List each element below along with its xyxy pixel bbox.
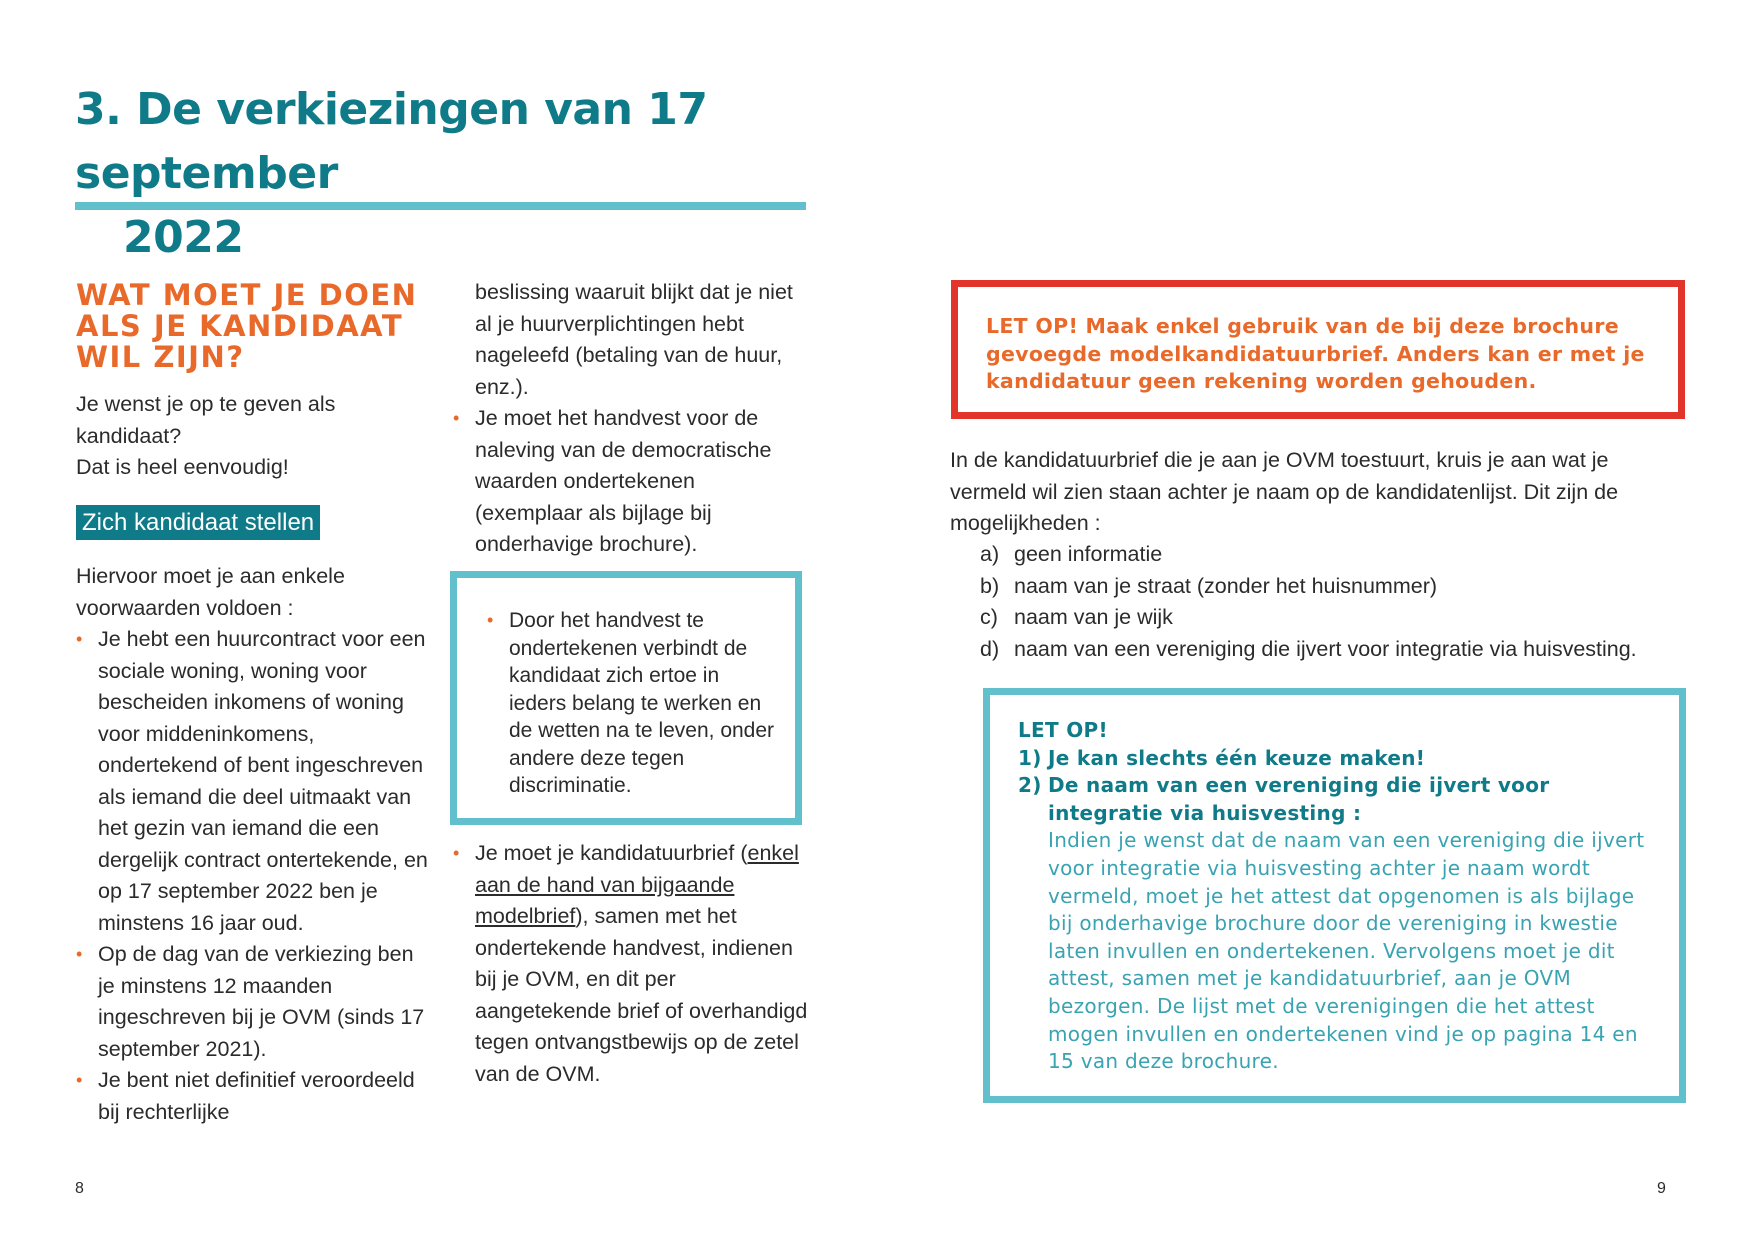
option-text: geen informatie	[1014, 542, 1163, 566]
list-item	[980, 634, 1700, 666]
options-intro	[950, 445, 1690, 540]
submission-text-before: Je moet je kandidatuurbrief (	[475, 841, 748, 865]
list-item: • Je bent niet definitief veroordeeld bij rechterlijke	[76, 1065, 428, 1128]
note-point-number: 1)	[1018, 745, 1042, 770]
conditions-list	[76, 624, 428, 1128]
option-text: naam van een vereniging die ijvert voor integratie via huisvesting.	[1014, 636, 1637, 661]
intro-text	[76, 389, 436, 484]
section-heading-line: ALS JE KANDIDAAT	[76, 309, 404, 343]
option-label: c)	[980, 605, 998, 629]
middle-list	[453, 403, 808, 561]
page-number-right: 9	[1657, 1180, 1666, 1197]
note-content	[1018, 717, 1658, 1076]
conditions-lead: Hiervoor moet je aan enkele voorwaarden voldoen :	[76, 564, 345, 620]
submission-text-after: ), samen met het ondertekende handvest, indienen bij je OVM, en dit per aangetekende brief of overhandigd tegen ontvangstbewijs op de zetel van de OVM.	[475, 904, 808, 1086]
note-point-text: De naam van een vereniging die ijvert voor integratie via huisvesting :	[1048, 773, 1550, 825]
note-box	[983, 688, 1686, 1103]
conditions-text	[76, 561, 428, 1128]
list-item	[980, 539, 1700, 571]
list-item: • Je moet het handvest voor de naleving van de democratische waarden ondertekenen (exemplaar als bijlage bij onderhavige brochure).	[453, 403, 808, 561]
options-list	[980, 539, 1700, 665]
model-letter-link[interactable]: enkel aan de hand van bijgaande modelbrief	[475, 841, 799, 928]
option-label: b)	[980, 573, 1000, 598]
note-point	[1018, 772, 1658, 827]
section-heading	[76, 280, 436, 373]
list-item: • Je hebt een huurcontract voor een sociale woning, woning voor bescheiden inkomens of woning voor middeninkomens, ondertekend of bent ingeschreven als iemand die deel uitmaakt van het gezin van iemand die een dergelijk contract ontertekende, en op 17 september 2022 ben je minstens 16 jaar oud.	[76, 624, 428, 939]
note-point	[1018, 745, 1658, 773]
option-label: d)	[980, 636, 1000, 661]
intro-line: Je wenst je op te geven als kandidaat?	[76, 392, 336, 448]
intro-line: Dat is heel eenvoudig!	[76, 455, 289, 479]
warning-box	[951, 280, 1685, 419]
note-description: Indien je wenst dat de naam van een vereniging die ijvert voor integratie via huisvesting achter je naam wordt vermeld, moet je het attest dat opgenomen is als bijlage bij onderhavige brochure door de vereniging in kwestie laten invullen en ondertekenen. Vervolgens moet je dit attest, samen met je kandidatuurbrief, aan je OVM bezorgen. De lijst met de verenigingen die het attest mogen invullen en ondertekenen vind je op pagina 14 en 15 van deze brochure.	[1048, 828, 1645, 1074]
subsection-tag: Zich kandidaat stellen	[76, 505, 320, 540]
charter-info-list	[487, 607, 777, 800]
list-item	[453, 838, 808, 1090]
submission-list	[453, 838, 808, 1090]
page-title	[75, 78, 815, 270]
warning-text: LET OP! Maak enkel gebruik van de bij deze brochure gevoegde modelkandidatuurbrief. Anders kan er met je kandidatuur geen rekening worden gehouden.	[986, 314, 1645, 393]
option-label: a)	[980, 542, 1000, 566]
middle-column-top	[453, 277, 808, 561]
charter-info-box	[450, 571, 802, 825]
list-item: • Op de dag van de verkiezing ben je minstens 12 maanden ingeschreven bij je OVM (sinds 17 september 2021).	[76, 939, 428, 1065]
page-title-line2: 2022	[123, 212, 244, 263]
options-intro-text: In de kandidatuurbrief die je aan je OVM toestuurt, kruis je aan wat je vermeld wil zien staan achter je naam op de kandidatenlijst. Dit zijn de mogelijkheden :	[950, 448, 1619, 535]
note-point-number: 2)	[1018, 773, 1042, 798]
list-item	[980, 602, 1700, 634]
continuation-text: beslissing waaruit blijkt dat je niet al je huurverplichtingen hebt nageleefd (betaling van de huur, enz.).	[475, 280, 793, 399]
section-heading-line: WAT MOET JE DOEN	[76, 278, 418, 312]
section-heading-line: WIL ZIJN?	[76, 340, 245, 374]
page-title-line1: 3. De verkiezingen van 17 september	[75, 84, 708, 199]
list-item	[980, 571, 1700, 603]
option-text: naam van je wijk	[1014, 605, 1173, 629]
page-number-left: 8	[75, 1180, 84, 1197]
note-title: LET OP!	[1018, 718, 1108, 742]
option-text: naam van je straat (zonder het huisnummer)	[1014, 573, 1438, 598]
middle-column-bottom	[453, 838, 808, 1090]
list-item: • Door het handvest te ondertekenen verbindt de kandidaat zich ertoe in ieders belang te werken en de wetten na te leven, onder andere deze tegen discriminatie.	[487, 607, 777, 800]
note-point-text: Je kan slechts één keuze maken!	[1048, 745, 1426, 770]
title-underline	[75, 202, 806, 210]
